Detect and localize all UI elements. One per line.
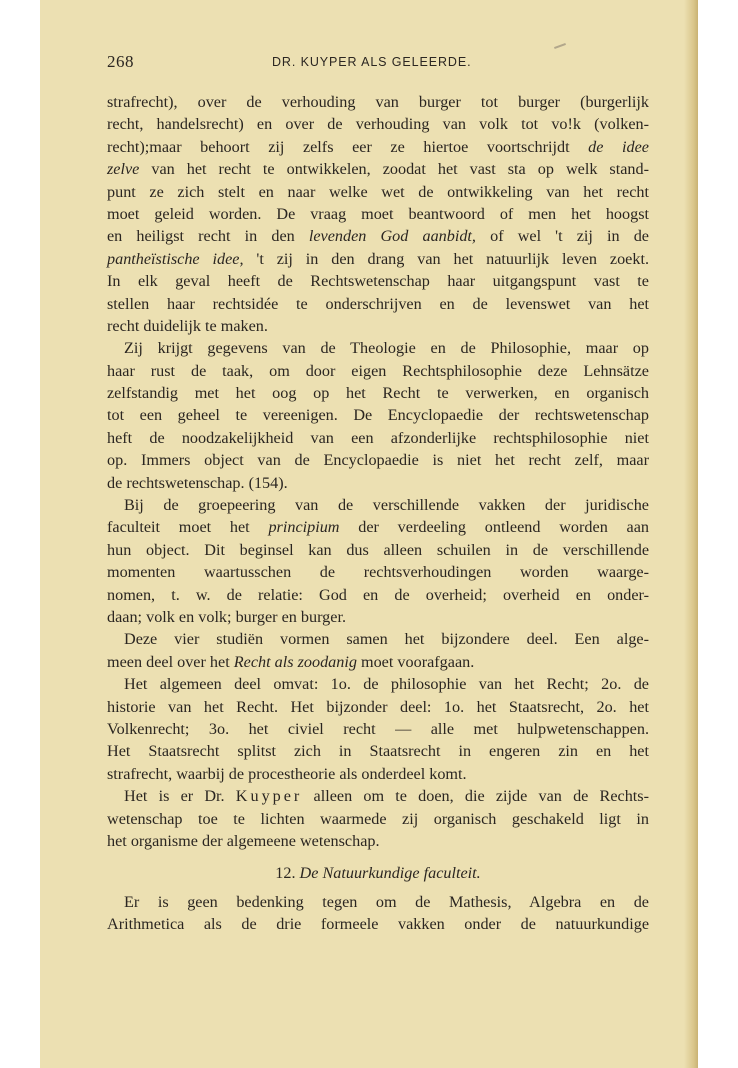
italic-phrase: pantheïstische idee, [107, 249, 244, 268]
text-line: In elk geval heeft de Rechtswetenschap haar uitgangspunt vast te [107, 272, 649, 291]
text-line: Volkenrecht; 3o. het civiel recht — alle met hulpwetenschappen. [107, 719, 649, 738]
paragraph-7 [107, 891, 649, 936]
text-line: zelfstandig met het oog op het Recht te verwerken, en organisch [107, 384, 649, 403]
paragraph-4 [107, 628, 649, 673]
text-line [107, 248, 649, 270]
page-header [107, 52, 647, 78]
text-run: der verdeeling ontleend worden aan [339, 518, 650, 537]
text-run: 't zij in den drang van het natuurlijk leven zoekt. [243, 249, 649, 268]
running-head: DR. KUYPER ALS GELEERDE. [272, 55, 472, 69]
text-line: het organisme der algemeene wetenschap. [107, 831, 380, 850]
text-line [107, 225, 649, 247]
text-run: en heiligst recht in den [107, 227, 309, 246]
text-run: recht);maar behoort zij zelfs eer ze hiertoe voortschrijdt [107, 137, 589, 156]
paragraph-1 [107, 91, 649, 337]
text-line: recht, handelsrecht) en over de verhouding van volk tot vo!k (volken- [107, 115, 649, 134]
italic-phrase: Recht als zoodanig [233, 652, 357, 671]
text-run: Het is er Dr. [124, 787, 236, 806]
italic-phrase: principium [268, 518, 340, 537]
text-line: daan; volk en volk; burger en burger. [107, 607, 347, 626]
text-line [107, 651, 649, 673]
italic-phrase: zelve [107, 160, 140, 179]
text-line: Deze vier studiën vormen samen het bijzondere deel. Een alge- [124, 630, 649, 649]
section-gap [107, 852, 649, 862]
text-line: Zij krijgt gegevens van de Theologie en de Philosophie, maar op [124, 339, 649, 358]
page-number: 268 [107, 52, 134, 71]
paragraph-2 [107, 337, 649, 494]
text-run: of wel 't zij in de [475, 227, 649, 246]
text-line: heft de noodzakelijkheid van een afzonderlijke rechtsphilosophie niet [107, 428, 649, 447]
text-line [107, 785, 649, 807]
text-line: de rechtswetenschap. (154). [107, 473, 288, 492]
body-text [107, 91, 649, 935]
text-line: hun object. Dit beginsel kan dus alleen schuilen in de verschillende [107, 540, 649, 559]
text-run: moet voorafgaan. [356, 652, 475, 671]
text-line: strafrecht), over de verhouding van burger tot burger (burgerlijk [107, 93, 649, 111]
text-line: haar rust de taak, om door eigen Rechtsphilosophie deze Lehnsätze [107, 361, 649, 380]
text-run: alleen om te doen, die zijde van de Rechts- [302, 787, 649, 806]
text-line: Het algemeen deel omvat: 1o. de philosophie van het Recht; 2o. de [124, 675, 649, 694]
text-line: wetenschap toe te lichten waarmede zij organisch geschakeld ligt in [107, 809, 649, 828]
text-line: stellen haar rechtsidée te onderschrijven en de levenswet van het [107, 294, 649, 313]
italic-phrase: levenden God aanbidt, [308, 227, 476, 246]
text-line [107, 158, 649, 180]
text-run: meen deel over het [107, 652, 234, 671]
text-line [107, 516, 649, 538]
text-line: momenten waartusschen de rechtsverhoudingen worden waarge- [107, 563, 649, 582]
text-line: Bij de groepeering van de verschillende vakken der juridische [124, 496, 649, 515]
section-number: 12. [275, 864, 296, 883]
text-line [107, 136, 649, 158]
text-line: strafrecht, waarbij de procestheorie als onderdeel komt. [107, 764, 467, 783]
text-line: op. Immers object van de Encyclopaedie is niet het recht zelf, maar [107, 451, 649, 470]
page-edge-shadow [684, 0, 698, 1068]
paragraph-6 [107, 785, 649, 852]
section-heading [107, 862, 649, 884]
text-line: recht duidelijk te maken. [107, 316, 268, 335]
text-line: nomen, t. w. de relatie: God en de overheid; overheid en onder- [107, 585, 649, 604]
text-run: faculteit moet het [107, 518, 269, 537]
spaced-name: Kuyper [235, 787, 303, 806]
text-line: tot een geheel te vereenigen. De Encyclopaedie der rechtswetenschap [107, 406, 649, 425]
text-line: Het Staatsrecht splitst zich in Staatsrecht in engeren zin en het [107, 742, 649, 761]
paragraph-5 [107, 673, 649, 785]
text-line: historie van het Recht. Het bijzonder deel: 1o. het Staatsrecht, 2o. het [107, 697, 649, 716]
text-line: punt ze zich stelt en naar welke wet de ontwikkeling van het recht [107, 182, 649, 201]
text-line: moet geleid worden. De vraag moet beantwoord of men het hoogst [107, 204, 649, 223]
section-title: De Natuurkundige faculteit. [299, 864, 481, 883]
text-run: van het recht te ontwikkelen, zoodat het vast sta op welk stand- [139, 160, 649, 179]
text-line: Er is geen bedenking tegen om de Mathesis, Algebra en de [124, 892, 649, 911]
text-line: Arithmetica als de drie formeele vakken onder de natuurkundige [107, 915, 649, 934]
italic-phrase: de idee [588, 137, 649, 156]
paragraph-3 [107, 494, 649, 628]
